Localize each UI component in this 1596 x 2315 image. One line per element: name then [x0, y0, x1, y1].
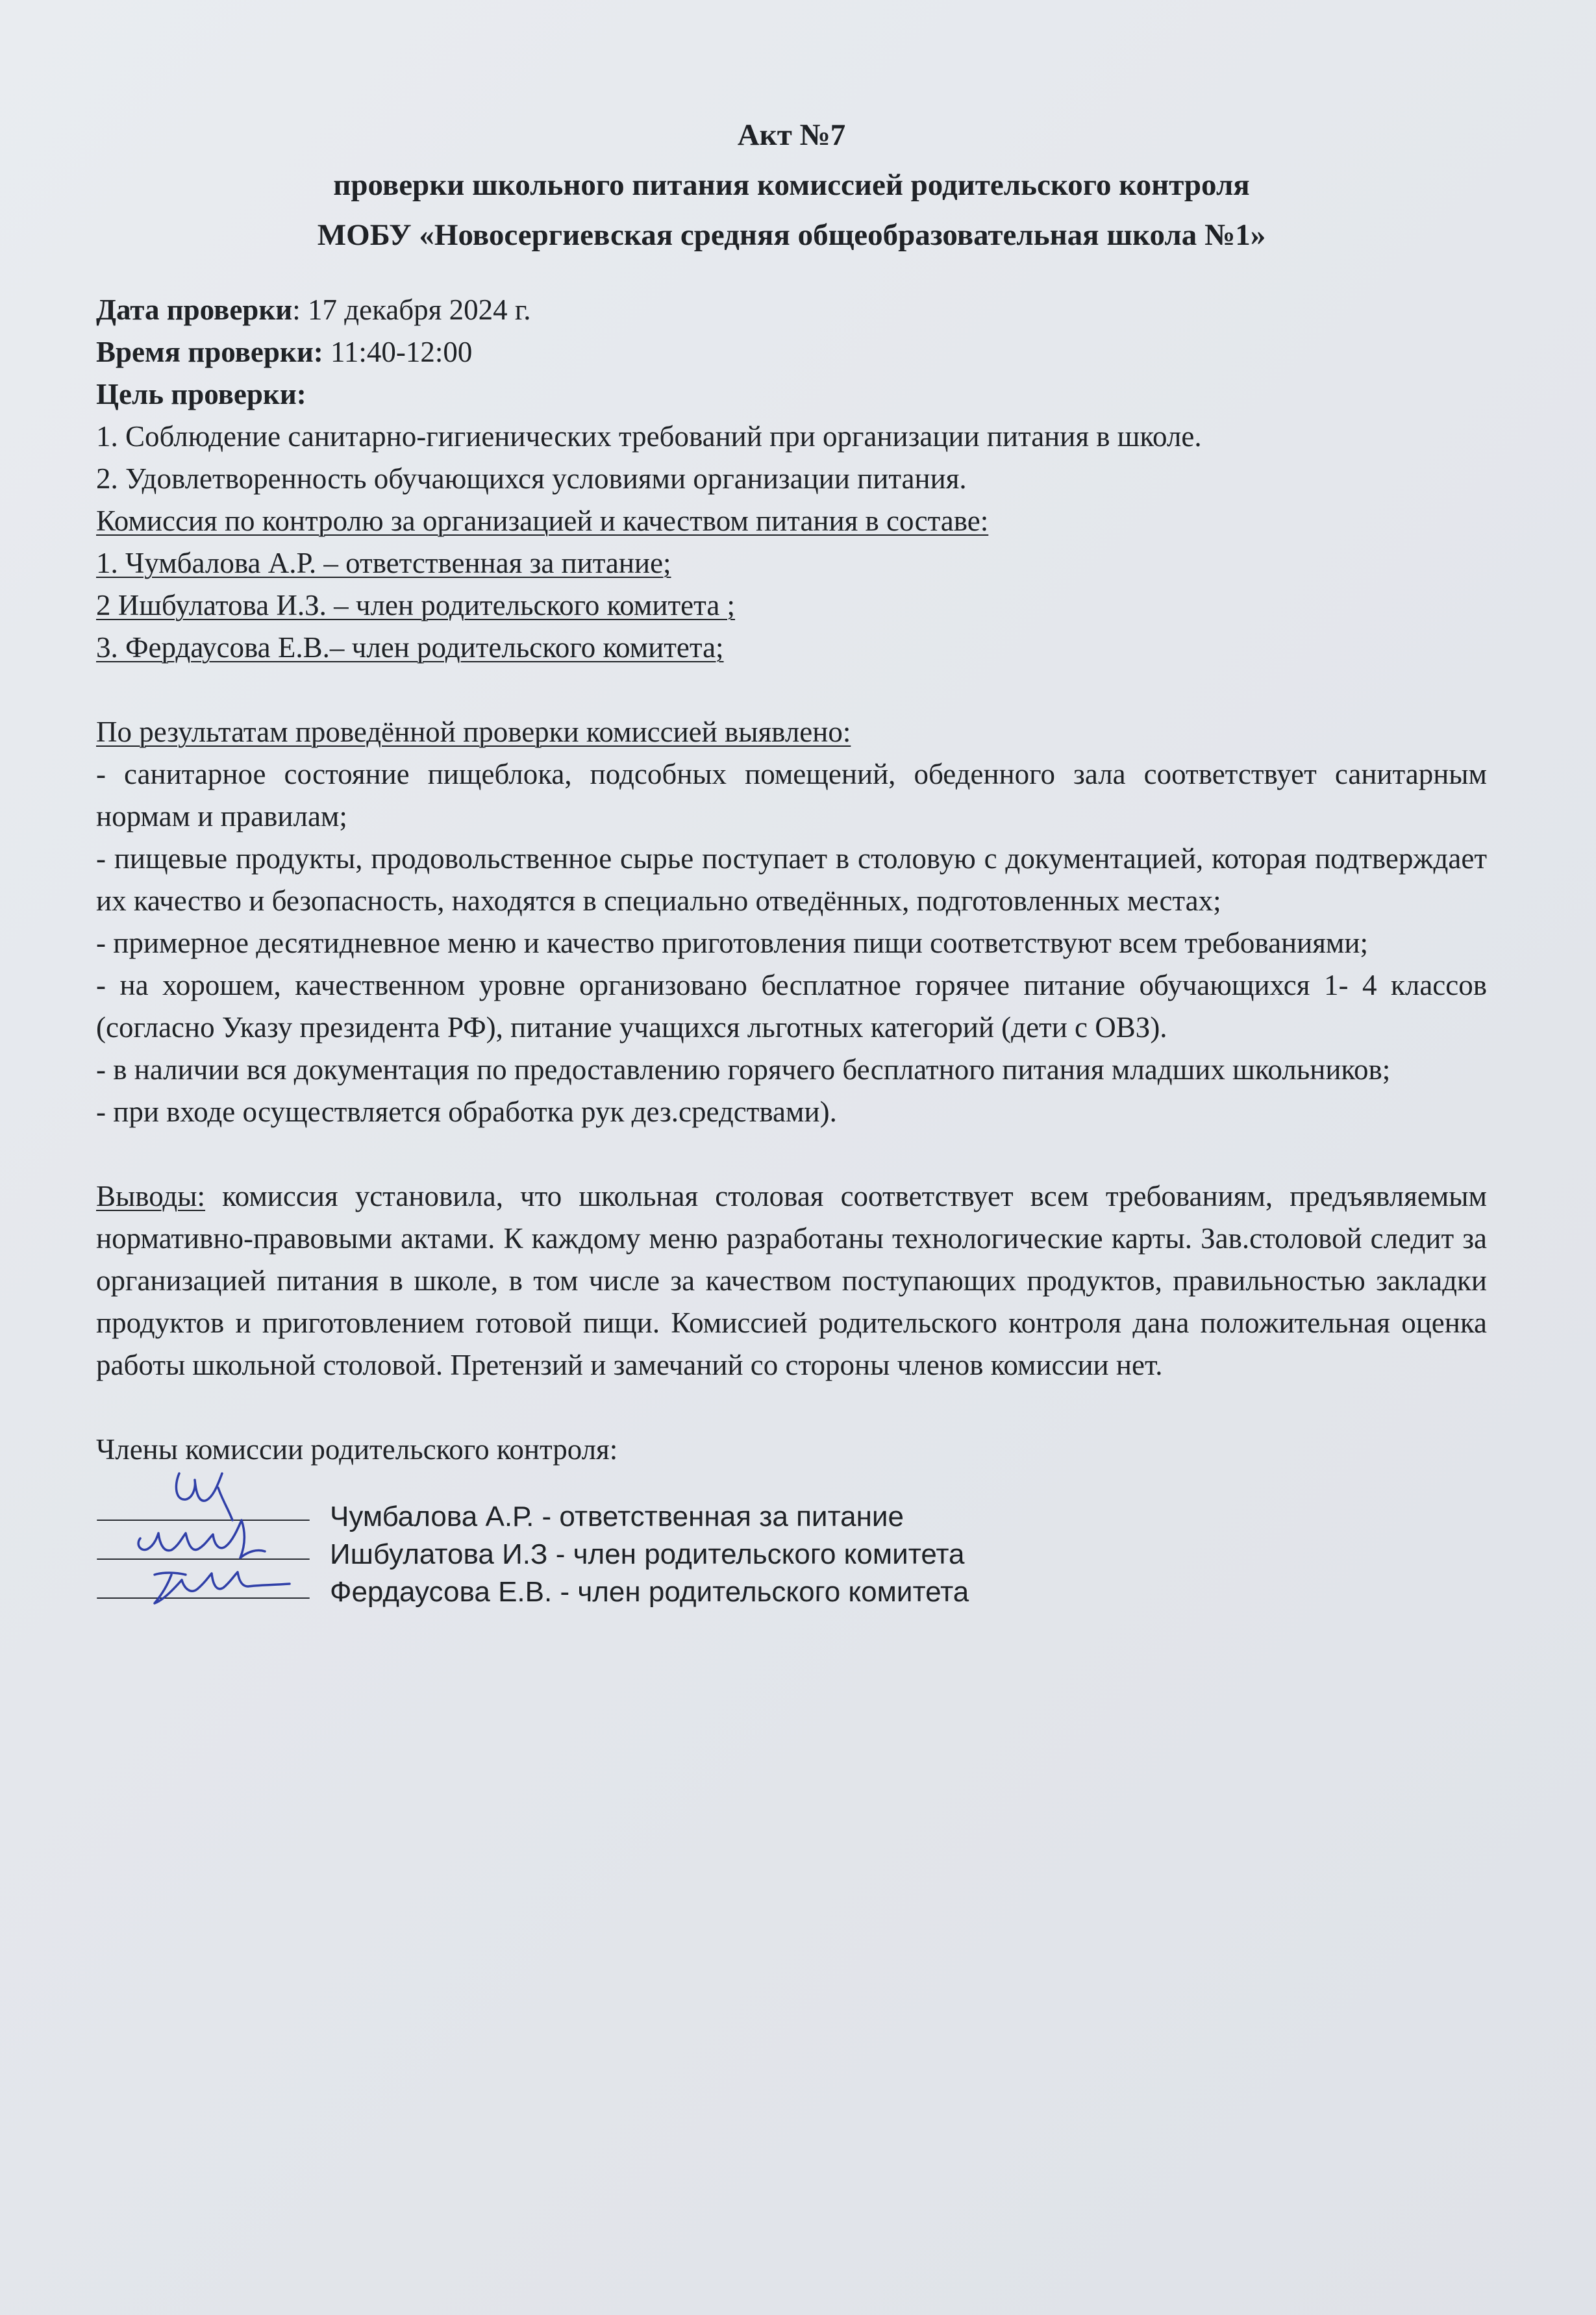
result-item: - пищевые продукты, продовольственное сырье поступает в столовую с документацией, которая подтверждает их качество и безопасность, находятся в специально отведённых, подготовленных местах;	[96, 842, 1487, 917]
result-item: - на хорошем, качественном уровне организовано бесплатное горячее питание обучающихся 1- 4 классов (согласно Указу президента РФ), питание учащихся льготных категорий (дети с ОВЗ).	[96, 969, 1487, 1044]
signatures-block	[96, 1498, 1487, 1706]
signatory-line: Чумбалова А.Р. - ответственная за питание	[330, 1501, 904, 1533]
inspection-time	[96, 331, 1487, 373]
spacer	[96, 1133, 1487, 1175]
result-item: - примерное десятидневное меню и качество приготовления пищи соответствуют всем требованиями;	[96, 927, 1368, 959]
title-line-3: МОБУ «Новосергиевская средняя общеобразовательная школа №1»	[317, 218, 1266, 252]
inspection-date	[96, 289, 1487, 331]
conclusion-text: комиссия установила, что школьная столовая соответствует всем требованиям, предъявляемым нормативно-правовыми актами. К каждому меню разработаны технологические карты. Зав.столовой следит за организацией питания в школе, в том числе за качеством поступающих продуктов, правильностью закладки продуктов и приготовлением готовой пищи. Комиссией родительского контроля дана положительная оценка работы школьной столовой. Претензий и замечаний со стороны членов комиссии нет.	[96, 1180, 1487, 1381]
spacer	[96, 1386, 1487, 1429]
date-value: : 17 декабря 2024 г.	[292, 294, 531, 326]
handwritten-signatures-icon	[95, 1447, 316, 1642]
time-label: Время проверки:	[96, 336, 323, 368]
date-label: Дата проверки	[96, 294, 293, 326]
conclusion-label: Выводы:	[96, 1180, 206, 1212]
signatures-heading: Члены комиссии родительского контроля:	[96, 1433, 618, 1466]
goal-item: 1. Соблюдение санитарно-гигиенических требований при организации питания в школе.	[96, 420, 1202, 453]
result-item: - в наличии вся документация по предоставлению горячего бесплатного питания младших школьников;	[96, 1053, 1391, 1086]
result-item: - при входе осуществляется обработка рук дез.средствами).	[96, 1095, 837, 1128]
spacer	[96, 669, 1487, 711]
signatory-line: Фердаусова Е.В. - член родительского комитета	[330, 1576, 969, 1608]
document-page	[96, 110, 1487, 1706]
result-item: - санитарное состояние пищеблока, подсобных помещений, обеденного зала соответствует санитарным нормам и правилам;	[96, 758, 1487, 832]
commission-member: 3. Фердаусова Е.В.– член родительского комитета;	[96, 631, 724, 664]
commission-member: 2 Ишбулатова И.З. – член родительского комитета ;	[96, 589, 736, 621]
commission-heading: Комиссия по контролю за организацией и качеством питания в составе:	[96, 505, 989, 537]
goal-heading: Цель проверки:	[96, 378, 306, 410]
conclusion	[96, 1175, 1487, 1386]
title-line-2: проверки школьного питания комиссией родительского контроля	[333, 168, 1250, 202]
goal-item: 2. Удовлетворенность обучающихся условиями организации питания.	[96, 462, 967, 495]
time-value: 11:40-12:00	[323, 336, 473, 368]
document-title	[96, 110, 1487, 260]
signatory-line: Ишбулатова И.З - член родительского комитета	[330, 1538, 965, 1570]
signatory-list	[330, 1498, 969, 1611]
title-line-1: Акт №7	[737, 118, 846, 152]
results-heading: По результатам проведённой проверки комиссией выявлено:	[96, 716, 851, 748]
commission-member: 1. Чумбалова А.Р. – ответственная за питание;	[96, 547, 671, 579]
